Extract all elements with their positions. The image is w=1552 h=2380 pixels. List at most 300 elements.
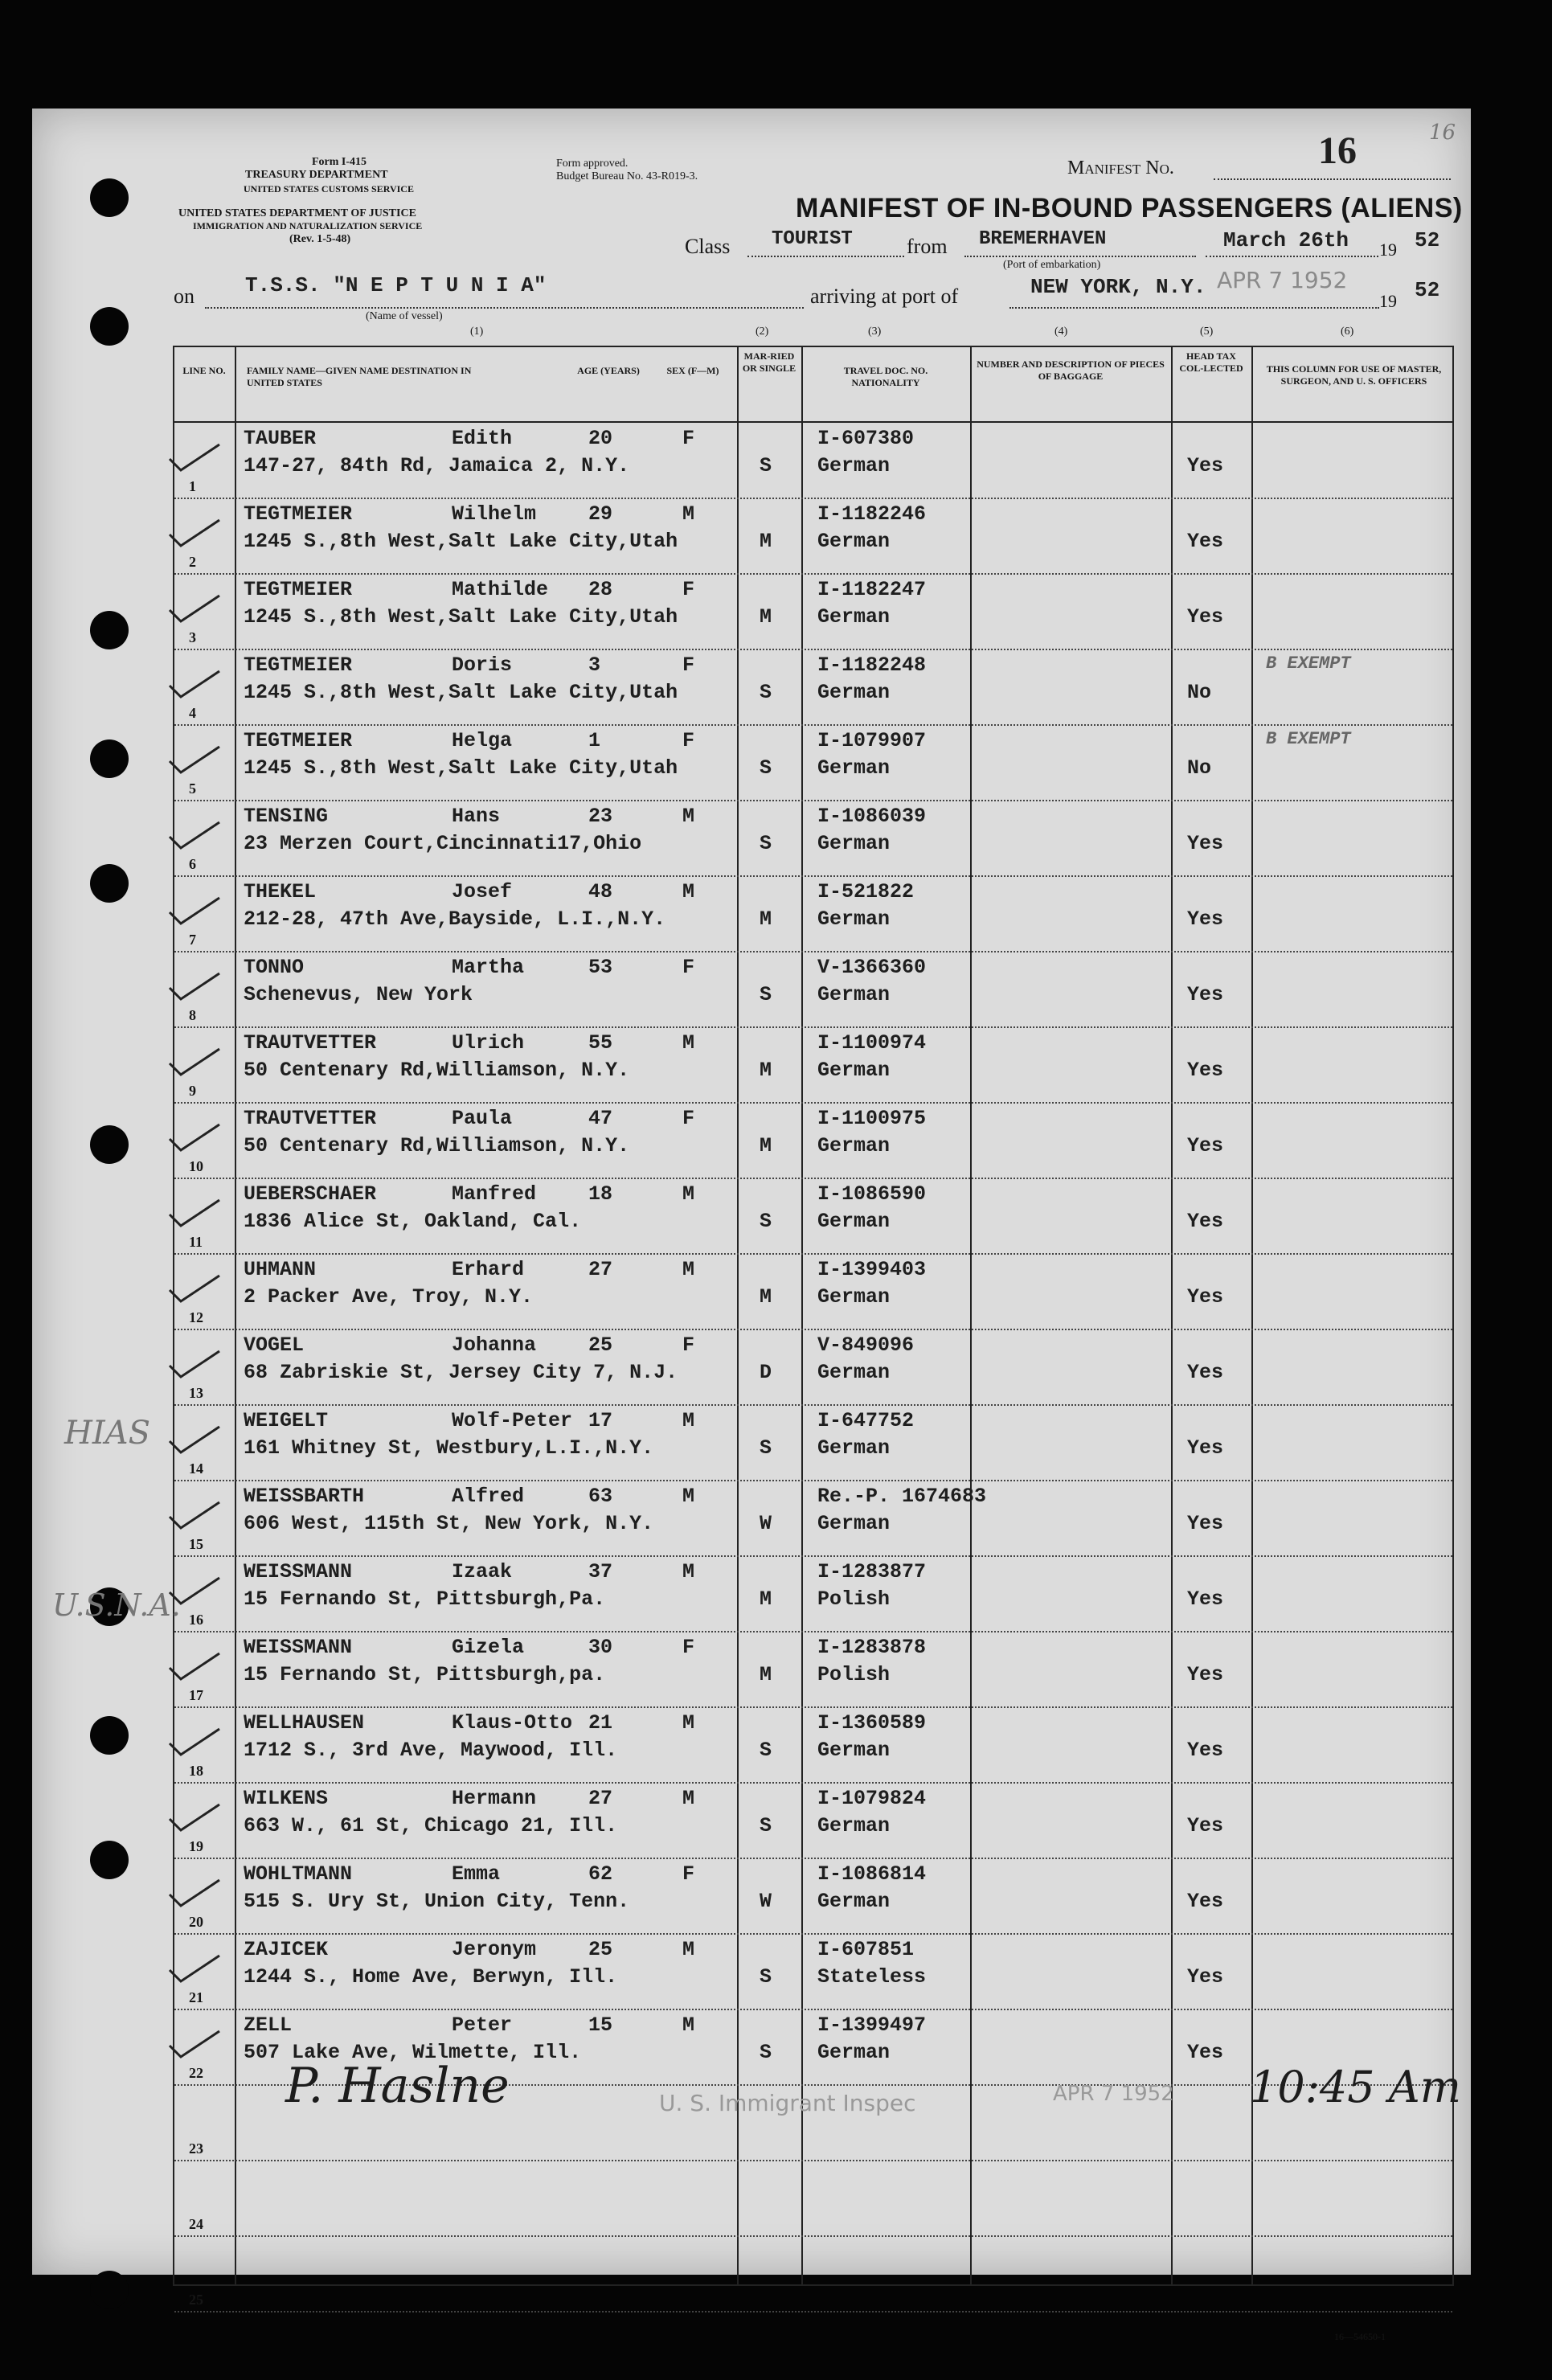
- family-name: TRAUTVETTER: [244, 1031, 377, 1055]
- sex-value: F: [682, 1333, 695, 1357]
- marital-status: S: [760, 1436, 772, 1460]
- check-mark-icon: [166, 1046, 223, 1078]
- line-number: 20: [189, 1914, 203, 1930]
- binder-hole: [90, 307, 129, 346]
- inspection-date-stamp: APR 7 1952: [1053, 2082, 1174, 2106]
- header-sex: SEX (F—M): [666, 365, 719, 376]
- form-number: Form I-415: [312, 156, 367, 168]
- binder-hole: [90, 739, 129, 778]
- head-tax-value: No: [1187, 681, 1212, 704]
- table-row: [174, 1481, 1452, 1557]
- column-number-2: (2): [756, 326, 769, 338]
- destination: 50 Centenary Rd,Williamson, N.Y.: [244, 1134, 630, 1157]
- sex-value: M: [682, 1560, 695, 1583]
- sex-value: M: [682, 1787, 695, 1810]
- header-travel-doc: TRAVEL DOC. NO. NATIONALITY: [843, 365, 928, 388]
- given-name: Helga: [452, 729, 513, 752]
- inspection-time: 10:45 Am: [1250, 2062, 1461, 2112]
- sex-value: F: [682, 578, 695, 601]
- table-row: [174, 1632, 1452, 1708]
- travel-doc-number: I-1100974: [817, 1031, 927, 1055]
- family-name: WILKENS: [244, 1787, 329, 1810]
- check-mark-icon: [166, 1499, 223, 1531]
- age-value: 20: [588, 427, 613, 450]
- check-mark-icon: [166, 1348, 223, 1380]
- given-name: Johanna: [452, 1333, 537, 1357]
- given-name: Jeronym: [452, 1938, 537, 1961]
- sex-value: F: [682, 1636, 695, 1659]
- check-mark-icon: [166, 1121, 223, 1153]
- travel-doc-number: V-849096: [817, 1333, 915, 1357]
- age-value: 27: [588, 1258, 613, 1281]
- head-tax-value: Yes: [1187, 530, 1224, 553]
- check-mark-icon: [166, 1801, 223, 1833]
- binder-hole: [90, 178, 129, 217]
- line-number: 25: [189, 2292, 203, 2308]
- manifest-number: 16: [1318, 129, 1357, 172]
- check-mark-icon: [166, 1726, 223, 1758]
- given-name: Manfred: [452, 1182, 537, 1206]
- table-row: [174, 499, 1452, 575]
- table-row: [174, 877, 1452, 952]
- line-number: 10: [189, 1158, 203, 1174]
- age-value: 18: [588, 1182, 613, 1206]
- marital-status: S: [760, 454, 772, 477]
- line-number: 16: [189, 1612, 203, 1628]
- line-number: 7: [189, 932, 196, 948]
- head-tax-value: Yes: [1187, 454, 1224, 477]
- family-name: UEBERSCHAER: [244, 1182, 377, 1206]
- binder-hole: [90, 1716, 129, 1755]
- age-value: 62: [588, 1862, 613, 1886]
- destination: 1836 Alice St, Oakland, Cal.: [244, 1210, 582, 1233]
- age-value: 27: [588, 1787, 613, 1810]
- column-number-4: (4): [1054, 326, 1068, 338]
- marital-status: S: [760, 1739, 772, 1762]
- check-mark-icon: [166, 895, 223, 927]
- arriving-label: arriving at port of: [810, 285, 959, 308]
- table-row: [174, 2237, 1452, 2312]
- officer-note: B EXEMPT: [1266, 653, 1351, 674]
- dept-justice: UNITED STATES DEPARTMENT OF JUSTICE: [178, 207, 416, 219]
- nationality: German: [817, 756, 891, 780]
- header-officers: THIS COLUMN FOR USE OF MASTER, SURGEON, AND U. S. OFFICERS: [1266, 363, 1442, 387]
- nationality: German: [817, 1285, 891, 1309]
- head-tax-value: Yes: [1187, 1965, 1224, 1989]
- date-value: March 26th: [1223, 228, 1349, 252]
- marital-status: S: [760, 1210, 772, 1233]
- marital-status: S: [760, 1814, 772, 1837]
- nationality: German: [817, 454, 891, 477]
- table-row: [174, 801, 1452, 877]
- line-number: 14: [189, 1460, 203, 1477]
- age-value: 25: [588, 1333, 613, 1357]
- header-name: FAMILY NAME—GIVEN NAME DESTINATION IN UNITED STATES: [247, 365, 472, 388]
- travel-doc-number: I-607380: [817, 427, 915, 450]
- form-revision: (Rev. 1-5-48): [289, 233, 351, 245]
- travel-doc-number: I-1079824: [817, 1787, 927, 1810]
- family-name: WELLHAUSEN: [244, 1711, 365, 1735]
- given-name: Wolf-Peter: [452, 1409, 573, 1432]
- line-number: 22: [189, 2065, 203, 2081]
- age-value: 47: [588, 1107, 613, 1130]
- travel-doc-number: I-1182248: [817, 653, 927, 677]
- check-mark-icon: [166, 1197, 223, 1229]
- class-line: [747, 256, 904, 257]
- given-name: Ulrich: [452, 1031, 525, 1055]
- table-row: [174, 424, 1452, 499]
- marital-status: M: [760, 1059, 772, 1082]
- given-name: Klaus-Otto: [452, 1711, 573, 1735]
- head-tax-value: Yes: [1187, 832, 1224, 855]
- from-label: from: [907, 235, 948, 258]
- sex-value: F: [682, 956, 695, 979]
- arrival-date-stamp: APR 7 1952: [1217, 267, 1348, 293]
- nationality: German: [817, 530, 891, 553]
- given-name: Peter: [452, 2013, 513, 2037]
- table-row: [174, 1406, 1452, 1481]
- line-number: 4: [189, 705, 196, 721]
- family-name: TRAUTVETTER: [244, 1107, 377, 1130]
- check-mark-icon: [166, 592, 223, 625]
- marital-status: S: [760, 756, 772, 780]
- destination: 1245 S.,8th West,Salt Lake City,Utah: [244, 530, 678, 553]
- vessel-label: (Name of vessel): [366, 310, 443, 322]
- given-name: Josef: [452, 880, 513, 903]
- head-tax-value: Yes: [1187, 605, 1224, 629]
- nationality: German: [817, 1890, 891, 1913]
- sex-value: F: [682, 729, 695, 752]
- arrival-port-line: [1009, 307, 1379, 309]
- destination: 507 Lake Ave, Wilmette, Ill.: [244, 2041, 582, 2064]
- line-number: 8: [189, 1007, 196, 1023]
- nationality: German: [817, 1059, 891, 1082]
- age-value: 25: [588, 1938, 613, 1961]
- column-number-3: (3): [868, 326, 882, 338]
- table-row: [174, 1104, 1452, 1179]
- date-line: [1206, 256, 1378, 257]
- travel-doc-number: V-1366360: [817, 956, 927, 979]
- travel-doc-number: I-1182247: [817, 578, 927, 601]
- head-tax-value: Yes: [1187, 1210, 1224, 1233]
- age-value: 55: [588, 1031, 613, 1055]
- head-tax-value: Yes: [1187, 2041, 1224, 2064]
- destination: 1712 S., 3rd Ave, Maywood, Ill.: [244, 1739, 618, 1762]
- destination: 606 West, 115th St, New York, N.Y.: [244, 1512, 654, 1535]
- check-mark-icon: [166, 1423, 223, 1456]
- family-name: WEISSMANN: [244, 1560, 353, 1583]
- line-number: 21: [189, 1989, 203, 2005]
- family-name: TEGTMEIER: [244, 729, 353, 752]
- age-value: 23: [588, 805, 613, 828]
- given-name: Hermann: [452, 1787, 537, 1810]
- binder-hole: [90, 611, 129, 649]
- sex-value: F: [682, 427, 695, 450]
- table-row: [174, 1255, 1452, 1330]
- sex-value: M: [682, 1182, 695, 1206]
- family-name: TEGTMEIER: [244, 653, 353, 677]
- year-value: 52: [1415, 228, 1440, 252]
- marital-status: M: [760, 1663, 772, 1686]
- check-mark-icon: [166, 1952, 223, 1985]
- marital-status: M: [760, 1134, 772, 1157]
- line-number: 24: [189, 2216, 203, 2232]
- class-label: Class: [685, 235, 731, 258]
- table-row: [174, 1708, 1452, 1784]
- line-number: 18: [189, 1763, 203, 1779]
- age-value: 63: [588, 1485, 613, 1508]
- marital-status: M: [760, 605, 772, 629]
- year2-value: 52: [1415, 278, 1440, 302]
- destination: 663 W., 61 St, Chicago 21, Ill.: [244, 1814, 618, 1837]
- age-value: 53: [588, 956, 613, 979]
- family-name: UHMANN: [244, 1258, 317, 1281]
- family-name: WEISSMANN: [244, 1636, 353, 1659]
- port-embarkation-label: (Port of embarkation): [1003, 259, 1101, 271]
- travel-doc-number: I-647752: [817, 1409, 915, 1432]
- header-baggage: NUMBER AND DESCRIPTION OF PIECES OF BAGGAGE: [977, 358, 1165, 382]
- manifest-title: MANIFEST OF IN-BOUND PASSENGERS (ALIENS): [796, 193, 1463, 223]
- sex-value: M: [682, 1485, 695, 1508]
- destination: 1245 S.,8th West,Salt Lake City,Utah: [244, 605, 678, 629]
- destination: 1244 S., Home Ave, Berwyn, Ill.: [244, 1965, 618, 1989]
- marital-status: S: [760, 832, 772, 855]
- nationality: German: [817, 1210, 891, 1233]
- check-mark-icon: [166, 970, 223, 1002]
- marital-status: M: [760, 1587, 772, 1611]
- head-tax-value: No: [1187, 756, 1212, 780]
- travel-doc-number: I-1079907: [817, 729, 927, 752]
- destination: 1245 S.,8th West,Salt Lake City,Utah: [244, 756, 678, 780]
- family-name: TEGTMEIER: [244, 578, 353, 601]
- column-number-5: (5): [1200, 326, 1214, 338]
- line-number: 11: [189, 1234, 203, 1250]
- sex-value: M: [682, 1409, 695, 1432]
- vessel-name: T.S.S. "N E P T U N I A": [245, 273, 547, 297]
- nationality: German: [817, 1436, 891, 1460]
- line-number: 9: [189, 1083, 196, 1099]
- age-value: 48: [588, 880, 613, 903]
- destination: 68 Zabriskie St, Jersey City 7, N.J.: [244, 1361, 678, 1384]
- header-married: MAR-RIED OR SINGLE: [742, 350, 796, 374]
- head-tax-value: Yes: [1187, 1285, 1224, 1309]
- table-row: [174, 1859, 1452, 1935]
- sex-value: M: [682, 1711, 695, 1735]
- age-value: 17: [588, 1409, 613, 1432]
- nationality: Polish: [817, 1587, 891, 1611]
- margin-note-hias: HIAS: [64, 1415, 150, 1452]
- nationality: German: [817, 1134, 891, 1157]
- given-name: Erhard: [452, 1258, 525, 1281]
- manifest-no-label: Manifest No.: [1067, 158, 1174, 178]
- sex-value: M: [682, 1031, 695, 1055]
- age-value: 29: [588, 502, 613, 526]
- sex-value: F: [682, 1107, 695, 1130]
- given-name: Paula: [452, 1107, 513, 1130]
- sex-value: M: [682, 880, 695, 903]
- travel-doc-number: I-1283878: [817, 1636, 927, 1659]
- family-name: ZELL: [244, 2013, 293, 2037]
- head-tax-value: Yes: [1187, 1663, 1224, 1686]
- check-mark-icon: [166, 441, 223, 473]
- destination: 147-27, 84th Rd, Jamaica 2, N.Y.: [244, 454, 630, 477]
- row-divider: [174, 2311, 1452, 2313]
- arrival-port: NEW YORK, N.Y.: [1030, 275, 1206, 299]
- line-number: 13: [189, 1385, 203, 1401]
- marital-status: M: [760, 530, 772, 553]
- header-line-no: LINE NO.: [182, 365, 226, 376]
- head-tax-value: Yes: [1187, 1361, 1224, 1384]
- destination: 212-28, 47th Ave,Bayside, L.I.,N.Y.: [244, 907, 666, 931]
- destination: Schenevus, New York: [244, 983, 473, 1006]
- head-tax-value: Yes: [1187, 1512, 1224, 1535]
- table-row: [174, 575, 1452, 650]
- given-name: Mathilde: [452, 578, 549, 601]
- age-value: 15: [588, 2013, 613, 2037]
- line-number: 1: [189, 478, 196, 494]
- travel-doc-number: I-1086039: [817, 805, 927, 828]
- manifest-table: [173, 346, 1454, 2308]
- destination: 515 S. Ury St, Union City, Tenn.: [244, 1890, 630, 1913]
- print-code: 16—54650-1: [1334, 2331, 1386, 2342]
- table-row: [174, 650, 1452, 726]
- check-mark-icon: [166, 517, 223, 549]
- age-value: 30: [588, 1636, 613, 1659]
- destination: 2 Packer Ave, Troy, N.Y.: [244, 1285, 534, 1309]
- check-mark-icon: [166, 1877, 223, 1909]
- table-row: [174, 726, 1452, 801]
- header-head-tax: HEAD TAX COL-LECTED: [1179, 350, 1243, 374]
- on-label: on: [174, 285, 195, 308]
- age-value: 28: [588, 578, 613, 601]
- destination: 15 Fernando St, Pittsburgh,pa.: [244, 1663, 606, 1686]
- head-tax-value: Yes: [1187, 1890, 1224, 1913]
- travel-doc-number: I-521822: [817, 880, 915, 903]
- family-name: TEGTMEIER: [244, 502, 353, 526]
- binder-hole: [90, 1125, 129, 1164]
- age-value: 1: [588, 729, 601, 752]
- nationality: German: [817, 1739, 891, 1762]
- sex-value: M: [682, 1938, 695, 1961]
- travel-doc-number: I-1086590: [817, 1182, 927, 1206]
- sex-value: M: [682, 1258, 695, 1281]
- travel-doc-number: I-1283877: [817, 1560, 927, 1583]
- line-number: 6: [189, 856, 196, 872]
- form-approved: Form approved.: [556, 158, 629, 170]
- table-row: [174, 2161, 1452, 2237]
- line-number: 17: [189, 1687, 203, 1703]
- nationality: Polish: [817, 1663, 891, 1686]
- line-number: 12: [189, 1309, 203, 1325]
- head-tax-value: Yes: [1187, 1739, 1224, 1762]
- given-name: Emma: [452, 1862, 501, 1886]
- marital-status: D: [760, 1361, 772, 1384]
- year2-prefix: 19: [1379, 291, 1397, 311]
- binder-hole: [90, 2271, 129, 2309]
- check-mark-icon: [166, 743, 223, 776]
- manifest-number-note: 16: [1429, 121, 1456, 145]
- age-value: 21: [588, 1711, 613, 1735]
- nationality: German: [817, 681, 891, 704]
- nationality: Stateless: [817, 1965, 927, 1989]
- given-name: Doris: [452, 653, 513, 677]
- check-mark-icon: [166, 2028, 223, 2060]
- travel-doc-number: I-607851: [817, 1938, 915, 1961]
- table-row: [174, 952, 1452, 1028]
- dept-customs: UNITED STATES CUSTOMS SERVICE: [244, 183, 414, 195]
- table-row: [174, 1557, 1452, 1632]
- travel-doc-number: I-1399403: [817, 1258, 927, 1281]
- head-tax-value: Yes: [1187, 907, 1224, 931]
- family-name: ZAJICEK: [244, 1938, 329, 1961]
- marital-status: W: [760, 1890, 772, 1913]
- head-tax-value: Yes: [1187, 983, 1224, 1006]
- travel-doc-number: I-1100975: [817, 1107, 927, 1130]
- class-value: TOURIST: [772, 228, 853, 250]
- head-tax-value: Yes: [1187, 1134, 1224, 1157]
- line-number: 3: [189, 629, 196, 645]
- line-number: 2: [189, 554, 196, 570]
- given-name: Izaak: [452, 1560, 513, 1583]
- sex-value: M: [682, 2013, 695, 2037]
- head-tax-value: Yes: [1187, 1436, 1224, 1460]
- sex-value: M: [682, 805, 695, 828]
- line-number: 19: [189, 1838, 203, 1854]
- column-number-6: (6): [1341, 326, 1354, 338]
- nationality: German: [817, 983, 891, 1006]
- line-number: 23: [189, 2140, 203, 2157]
- header-age: AGE (YEARS): [577, 365, 640, 376]
- given-name: Alfred: [452, 1485, 525, 1508]
- head-tax-value: Yes: [1187, 1587, 1224, 1611]
- nationality: German: [817, 907, 891, 931]
- table-row: [174, 1179, 1452, 1255]
- marital-status: S: [760, 2041, 772, 2064]
- marital-status: S: [760, 983, 772, 1006]
- nationality: German: [817, 2041, 891, 2064]
- travel-doc-number: I-1086814: [817, 1862, 927, 1886]
- binder-hole: [90, 1841, 129, 1879]
- marital-status: S: [760, 681, 772, 704]
- budget-bureau: Budget Bureau No. 43-R019-3.: [556, 170, 698, 182]
- marital-status: M: [760, 1285, 772, 1309]
- given-name: Gizela: [452, 1636, 525, 1659]
- marital-status: S: [760, 1965, 772, 1989]
- travel-doc-number: I-1399497: [817, 2013, 927, 2037]
- family-name: THEKEL: [244, 880, 317, 903]
- dept-ins: IMMIGRATION AND NATURALIZATION SERVICE: [193, 220, 423, 231]
- line-number: 15: [189, 1536, 203, 1552]
- from-value: BREMERHAVEN: [979, 228, 1107, 250]
- sex-value: M: [682, 502, 695, 526]
- age-value: 37: [588, 1560, 613, 1583]
- destination: 23 Merzen Court,Cincinnati17,Ohio: [244, 832, 642, 855]
- column-number-1: (1): [470, 326, 484, 338]
- check-mark-icon: [166, 819, 223, 851]
- sex-value: F: [682, 1862, 695, 1886]
- destination: 50 Centenary Rd,Williamson, N.Y.: [244, 1059, 630, 1082]
- nationality: German: [817, 832, 891, 855]
- family-name: VOGEL: [244, 1333, 305, 1357]
- family-name: WEISSBARTH: [244, 1485, 365, 1508]
- given-name: Martha: [452, 956, 525, 979]
- destination: 1245 S.,8th West,Salt Lake City,Utah: [244, 681, 678, 704]
- family-name: TENSING: [244, 805, 329, 828]
- table-row: [174, 1028, 1452, 1104]
- inspector-stamp: U. S. Immigrant Inspec: [659, 2090, 916, 2116]
- family-name: TONNO: [244, 956, 305, 979]
- dept-treasury: TREASURY DEPARTMENT: [245, 169, 388, 181]
